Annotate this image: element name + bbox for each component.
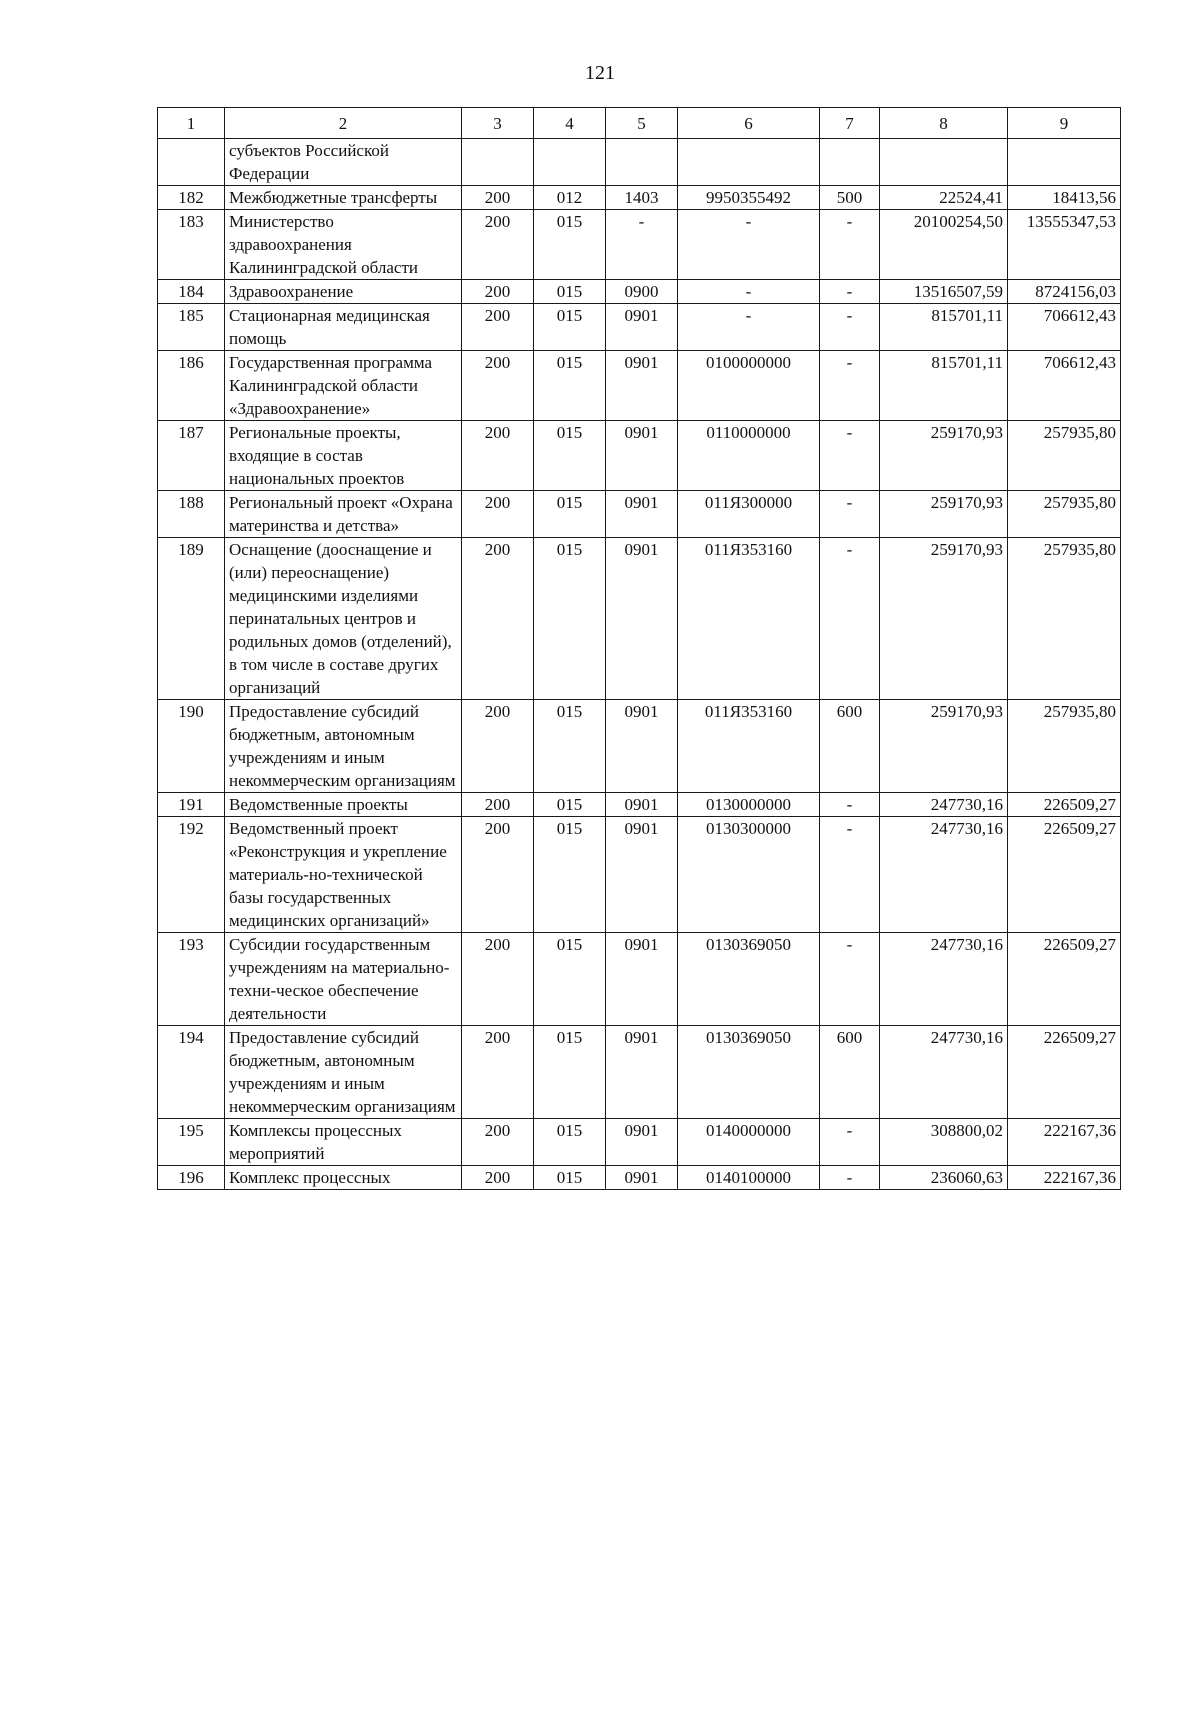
row-number — [158, 139, 225, 186]
column-header: 9 — [1008, 108, 1121, 139]
col-5-value: 0901 — [606, 304, 678, 351]
row-number: 186 — [158, 351, 225, 421]
row-number: 187 — [158, 421, 225, 491]
col-8-value: 22524,41 — [880, 186, 1008, 210]
table-row — [158, 1166, 1121, 1190]
column-header: 4 — [534, 108, 606, 139]
col-8-value: 815701,11 — [880, 351, 1008, 421]
table-row — [158, 491, 1121, 538]
col-4-value: 015 — [534, 1166, 606, 1190]
col-5-value: - — [606, 210, 678, 280]
col-8-value: 247730,16 — [880, 1026, 1008, 1119]
column-header: 5 — [606, 108, 678, 139]
col-7-value: - — [820, 304, 880, 351]
col-4-value: 015 — [534, 700, 606, 793]
col-3-value — [462, 139, 534, 186]
item-name: Ведомственный проект «Реконструкция и укрепление материаль-но-технической базы государственных медицинских организаций» — [225, 817, 462, 933]
col-6-value: - — [678, 210, 820, 280]
col-4-value: 015 — [534, 933, 606, 1026]
col-5-value: 0901 — [606, 1026, 678, 1119]
col-4-value: 015 — [534, 210, 606, 280]
item-name: Стационарная медицинская помощь — [225, 304, 462, 351]
col-4-value: 015 — [534, 793, 606, 817]
col-8-value: 308800,02 — [880, 1119, 1008, 1166]
col-9-value: 257935,80 — [1008, 421, 1121, 491]
col-9-value: 226509,27 — [1008, 793, 1121, 817]
row-number: 195 — [158, 1119, 225, 1166]
col-5-value: 0901 — [606, 817, 678, 933]
column-header: 3 — [462, 108, 534, 139]
col-5-value: 0901 — [606, 700, 678, 793]
col-4-value: 015 — [534, 1026, 606, 1119]
col-7-value: 500 — [820, 186, 880, 210]
row-number: 193 — [158, 933, 225, 1026]
col-4-value: 015 — [534, 351, 606, 421]
col-7-value: - — [820, 817, 880, 933]
col-3-value: 200 — [462, 933, 534, 1026]
col-7-value: 600 — [820, 1026, 880, 1119]
column-header: 6 — [678, 108, 820, 139]
col-4-value — [534, 139, 606, 186]
col-6-value: 0110000000 — [678, 421, 820, 491]
col-9-value: 222167,36 — [1008, 1166, 1121, 1190]
table-row — [158, 351, 1121, 421]
col-4-value: 015 — [534, 538, 606, 700]
item-name: Предоставление субсидий бюджетным, автономным учреждениям и иным некоммерческим организациям — [225, 1026, 462, 1119]
col-7-value: - — [820, 210, 880, 280]
col-6-value: 0100000000 — [678, 351, 820, 421]
page-number: 121 — [585, 62, 615, 84]
row-number: 196 — [158, 1166, 225, 1190]
row-number: 188 — [158, 491, 225, 538]
row-number: 189 — [158, 538, 225, 700]
col-7-value: - — [820, 1119, 880, 1166]
item-name: Субсидии государственным учреждениям на материально-техни-ческое обеспечение деятельности — [225, 933, 462, 1026]
col-9-value: 706612,43 — [1008, 351, 1121, 421]
col-5-value: 0901 — [606, 793, 678, 817]
column-header: 8 — [880, 108, 1008, 139]
column-header: 1 — [158, 108, 225, 139]
col-6-value: 0140000000 — [678, 1119, 820, 1166]
col-6-value: 0130369050 — [678, 933, 820, 1026]
col-9-value: 226509,27 — [1008, 933, 1121, 1026]
col-6-value: 011Я353160 — [678, 538, 820, 700]
item-name: Предоставление субсидий бюджетным, автономным учреждениям и иным некоммерческим организациям — [225, 700, 462, 793]
col-3-value: 200 — [462, 186, 534, 210]
header-row — [158, 108, 1121, 139]
col-4-value: 015 — [534, 1119, 606, 1166]
item-name: Комплексы процессных мероприятий — [225, 1119, 462, 1166]
col-9-value: 8724156,03 — [1008, 280, 1121, 304]
col-8-value: 247730,16 — [880, 933, 1008, 1026]
col-3-value: 200 — [462, 817, 534, 933]
table-row — [158, 210, 1121, 280]
item-name: Оснащение (дооснащение и (или) переоснащение) медицинскими изделиями перинатальных центров и родильных домов (отделений), в том числе в составе других организаций — [225, 538, 462, 700]
row-number: 185 — [158, 304, 225, 351]
col-6-value: 0130300000 — [678, 817, 820, 933]
column-header: 7 — [820, 108, 880, 139]
col-8-value: 259170,93 — [880, 538, 1008, 700]
col-8-value: 236060,63 — [880, 1166, 1008, 1190]
col-3-value: 200 — [462, 538, 534, 700]
col-9-value: 257935,80 — [1008, 700, 1121, 793]
table-row — [158, 817, 1121, 933]
table-row — [158, 139, 1121, 186]
col-3-value: 200 — [462, 491, 534, 538]
col-9-value: 226509,27 — [1008, 1026, 1121, 1119]
col-9-value: 706612,43 — [1008, 304, 1121, 351]
table-row — [158, 421, 1121, 491]
col-8-value — [880, 139, 1008, 186]
col-7-value: - — [820, 280, 880, 304]
col-3-value: 200 — [462, 304, 534, 351]
item-name: Региональные проекты, входящие в состав национальных проектов — [225, 421, 462, 491]
col-4-value: 015 — [534, 304, 606, 351]
col-7-value: 600 — [820, 700, 880, 793]
col-3-value: 200 — [462, 700, 534, 793]
col-5-value: 0900 — [606, 280, 678, 304]
item-name: Региональный проект «Охрана материнства и детства» — [225, 491, 462, 538]
col-4-value: 015 — [534, 280, 606, 304]
item-name: Ведомственные проекты — [225, 793, 462, 817]
col-4-value: 015 — [534, 421, 606, 491]
item-name: Межбюджетные трансферты — [225, 186, 462, 210]
table-row — [158, 280, 1121, 304]
col-8-value: 13516507,59 — [880, 280, 1008, 304]
item-name: субъектов Российской Федерации — [225, 139, 462, 186]
col-5-value: 0901 — [606, 538, 678, 700]
col-4-value: 012 — [534, 186, 606, 210]
budget-table — [157, 107, 1121, 1190]
col-9-value: 18413,56 — [1008, 186, 1121, 210]
row-number: 194 — [158, 1026, 225, 1119]
col-7-value: - — [820, 351, 880, 421]
col-7-value: - — [820, 793, 880, 817]
col-3-value: 200 — [462, 210, 534, 280]
table-row — [158, 538, 1121, 700]
item-name: Комплекс процессных — [225, 1166, 462, 1190]
col-6-value: - — [678, 304, 820, 351]
col-3-value: 200 — [462, 280, 534, 304]
item-name: Министерство здравоохранения Калининградской области — [225, 210, 462, 280]
col-5-value: 0901 — [606, 933, 678, 1026]
table-row — [158, 933, 1121, 1026]
column-header: 2 — [225, 108, 462, 139]
col-6-value: 0130000000 — [678, 793, 820, 817]
col-8-value: 259170,93 — [880, 421, 1008, 491]
row-number: 191 — [158, 793, 225, 817]
row-number: 183 — [158, 210, 225, 280]
col-6-value: 011Я300000 — [678, 491, 820, 538]
col-3-value: 200 — [462, 793, 534, 817]
col-7-value: - — [820, 933, 880, 1026]
col-4-value: 015 — [534, 817, 606, 933]
table-row — [158, 793, 1121, 817]
col-8-value: 247730,16 — [880, 793, 1008, 817]
row-number: 192 — [158, 817, 225, 933]
col-5-value: 0901 — [606, 491, 678, 538]
col-9-value: 13555347,53 — [1008, 210, 1121, 280]
table-row — [158, 700, 1121, 793]
col-4-value: 015 — [534, 491, 606, 538]
col-3-value: 200 — [462, 1026, 534, 1119]
col-6-value: 011Я353160 — [678, 700, 820, 793]
col-5-value: 0901 — [606, 421, 678, 491]
col-7-value: - — [820, 421, 880, 491]
col-5-value — [606, 139, 678, 186]
col-3-value: 200 — [462, 351, 534, 421]
col-6-value: 9950355492 — [678, 186, 820, 210]
col-6-value — [678, 139, 820, 186]
col-5-value: 0901 — [606, 351, 678, 421]
col-7-value: - — [820, 491, 880, 538]
item-name: Здравоохранение — [225, 280, 462, 304]
col-7-value: - — [820, 1166, 880, 1190]
table-body — [158, 139, 1121, 1190]
col-7-value: - — [820, 538, 880, 700]
col-9-value — [1008, 139, 1121, 186]
col-8-value: 815701,11 — [880, 304, 1008, 351]
col-3-value: 200 — [462, 1119, 534, 1166]
col-3-value: 200 — [462, 1166, 534, 1190]
table-row — [158, 1119, 1121, 1166]
col-9-value: 226509,27 — [1008, 817, 1121, 933]
col-5-value: 0901 — [606, 1119, 678, 1166]
col-6-value: 0130369050 — [678, 1026, 820, 1119]
row-number: 182 — [158, 186, 225, 210]
table-row — [158, 1026, 1121, 1119]
col-8-value: 259170,93 — [880, 491, 1008, 538]
item-name: Государственная программа Калининградской области «Здравоохранение» — [225, 351, 462, 421]
col-8-value: 259170,93 — [880, 700, 1008, 793]
col-9-value: 257935,80 — [1008, 491, 1121, 538]
col-5-value: 0901 — [606, 1166, 678, 1190]
col-8-value: 20100254,50 — [880, 210, 1008, 280]
col-9-value: 222167,36 — [1008, 1119, 1121, 1166]
col-9-value: 257935,80 — [1008, 538, 1121, 700]
col-6-value: 0140100000 — [678, 1166, 820, 1190]
col-7-value — [820, 139, 880, 186]
table-row — [158, 304, 1121, 351]
table-row — [158, 186, 1121, 210]
col-8-value: 247730,16 — [880, 817, 1008, 933]
col-6-value: - — [678, 280, 820, 304]
row-number: 190 — [158, 700, 225, 793]
col-3-value: 200 — [462, 421, 534, 491]
col-5-value: 1403 — [606, 186, 678, 210]
row-number: 184 — [158, 280, 225, 304]
